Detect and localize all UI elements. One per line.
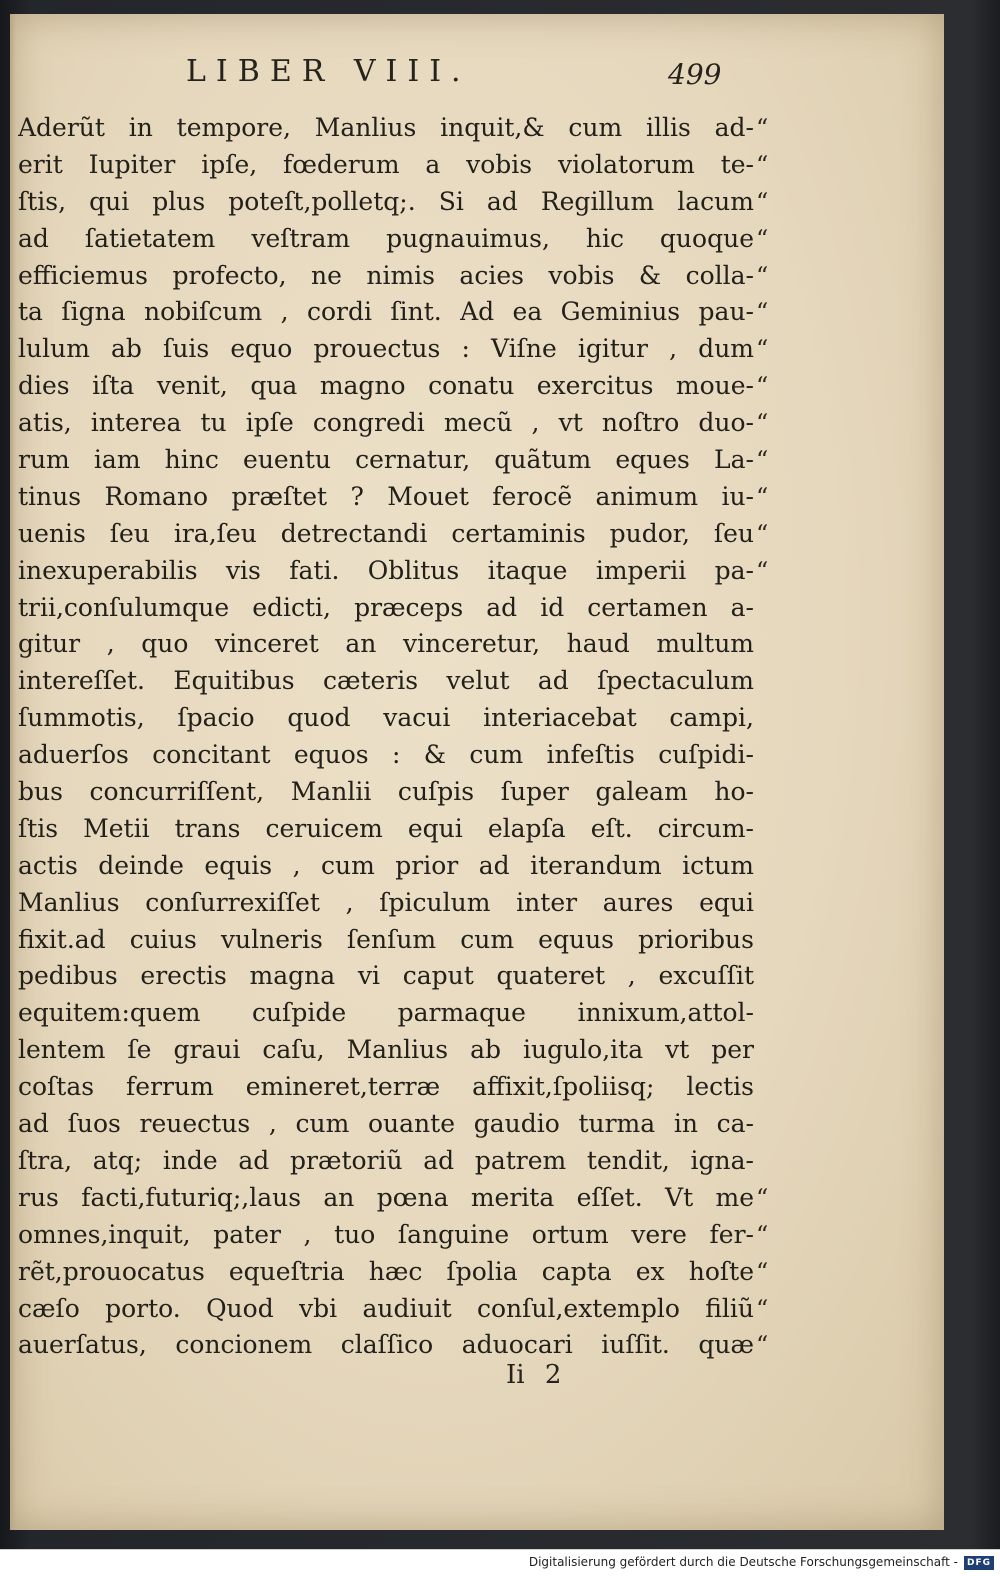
text-line: Manlius conſurrexiſſet , ſpiculum inter aures equi bbox=[18, 887, 754, 917]
text-line: rum iam hinc euentu cernatur, quãtum eques La- bbox=[18, 445, 754, 475]
quote-mark: “ bbox=[756, 482, 769, 511]
quote-mark bbox=[756, 958, 796, 995]
quote-mark bbox=[756, 590, 796, 627]
text-line: rẽt,prouocatus equeſtria hæc ſpolia capta ex hoſte bbox=[18, 1256, 754, 1286]
quote-mark: “ bbox=[756, 187, 769, 216]
quote-mark: “ bbox=[756, 372, 769, 401]
text-line: ſtis, qui plus poteſt,polletq;. Si ad Regillum lacum bbox=[18, 186, 754, 216]
text-line: bus concurriſſent, Manlii cuſpis ſuper galeam ho- bbox=[18, 777, 754, 807]
quote-mark: “ bbox=[756, 298, 769, 327]
running-head: LIBER VIII. bbox=[186, 54, 471, 89]
quote-mark bbox=[756, 1106, 796, 1143]
quote-mark: “ bbox=[756, 1220, 769, 1249]
book-page bbox=[10, 14, 944, 1530]
text-line: fixit.ad cuius vulneris ſenſum cum equus prioribus bbox=[18, 924, 754, 954]
text-line: omnes,inquit, pater , tuo ſanguine ortum vere fer- bbox=[18, 1219, 754, 1249]
quote-mark: “ bbox=[756, 1183, 769, 1212]
margin-quotation-marks bbox=[756, 110, 796, 1364]
text-line: inexuperabilis vis fati. Oblitus itaque imperii pa- bbox=[18, 555, 754, 585]
quote-mark: “ bbox=[756, 519, 769, 548]
body-text bbox=[18, 110, 754, 1364]
text-line: efficiemus profecto, ne nimis acies vobis & colla- bbox=[18, 260, 754, 290]
quote-mark: “ bbox=[756, 556, 769, 585]
funding-credit: Digitalisierung gefördert durch die Deutsche Forschungsgemeinschaft - bbox=[528, 1555, 958, 1569]
quote-mark: “ bbox=[756, 1294, 769, 1323]
quote-mark: “ bbox=[756, 1331, 769, 1360]
page-edge-shadow bbox=[10, 14, 16, 1530]
text-line: pedibus erectis magna vi caput quateret , excuſſit bbox=[18, 961, 754, 991]
text-line: intereſſet. Equitibus cæteris velut ad ſpectaculum bbox=[18, 666, 754, 696]
quote-mark: “ bbox=[756, 261, 769, 290]
signature-mark: Ii 2 bbox=[506, 1360, 562, 1390]
quote-mark bbox=[756, 885, 796, 922]
text-line: Aderũt in tempore, Manlius inquit,& cum illis ad- bbox=[18, 113, 754, 142]
quote-mark bbox=[756, 700, 796, 737]
quote-mark: “ bbox=[756, 1257, 769, 1286]
quote-mark bbox=[756, 1143, 796, 1180]
text-line: cæſo porto. Quod vbi audiuit conſul,extemplo filiũ bbox=[18, 1293, 754, 1323]
quote-mark bbox=[756, 737, 796, 774]
quote-mark: “ bbox=[756, 335, 769, 364]
text-line: auerſatus, concionem claſſico aduocari iuſſit. quæ bbox=[18, 1330, 754, 1360]
text-line: erit Iupiter ipſe, fœderum a vobis violatorum te- bbox=[18, 149, 754, 179]
quote-mark: “ bbox=[756, 409, 769, 438]
digitization-footer bbox=[0, 1549, 1000, 1576]
quote-mark bbox=[756, 774, 796, 811]
quote-mark bbox=[756, 848, 796, 885]
quote-mark: “ bbox=[756, 114, 769, 142]
text-line: uenis ſeu ira,ſeu detrectandi certaminis pudor, ſeu bbox=[18, 518, 754, 548]
text-line: dies iſta venit, qua magno conatu exercitus moue- bbox=[18, 371, 754, 401]
text-line: lentem ſe graui caſu, Manlius ab iugulo,ita vt per bbox=[18, 1035, 754, 1065]
text-line: actis deinde equis , cum prior ad iterandum ictum bbox=[18, 850, 754, 880]
text-line: equitem:quem cuſpide parmaque innixum,attol- bbox=[18, 998, 754, 1028]
text-line: coſtas ferrum emineret,terræ affixit,ſpoliisq; lectis bbox=[18, 1072, 754, 1102]
text-line: ad ſuos reuectus , cum ouante gaudio turma in ca- bbox=[18, 1109, 754, 1139]
text-line: ſtra, atq; inde ad prætoriũ ad patrem tendit, igna- bbox=[18, 1145, 754, 1175]
quote-mark bbox=[756, 626, 796, 663]
quote-mark bbox=[756, 811, 796, 848]
text-line: lulum ab ſuis equo prouectus : Viſne igitur , dum bbox=[18, 334, 754, 364]
page-number: 499 bbox=[668, 58, 722, 91]
text-line: gitur , quo vinceret an vinceretur, haud multum bbox=[18, 629, 754, 659]
quote-mark bbox=[756, 663, 796, 700]
text-line: ſtis Metii trans ceruicem equi elapſa eſt. circum- bbox=[18, 813, 754, 843]
text-line: ſummotis, ſpacio quod vacui interiacebat campi, bbox=[18, 703, 754, 733]
quote-mark: “ bbox=[756, 150, 769, 179]
text-line: ta ſigna nobiſcum , cordi ſint. Ad ea Geminius pau- bbox=[18, 297, 754, 327]
text-line: atis, interea tu ipſe congredi mecũ , vt noſtro duo- bbox=[18, 408, 754, 438]
quote-mark: “ bbox=[756, 224, 769, 253]
quote-mark bbox=[756, 1032, 796, 1069]
text-line: aduerſos concitant equos : & cum infeſtis cuſpidi- bbox=[18, 740, 754, 770]
text-line: rus facti,futuriq;,laus an pœna merita eſſet. Vt me bbox=[18, 1182, 754, 1212]
quote-mark bbox=[756, 1069, 796, 1106]
text-line: trii,conſulumque edicti, præceps ad id certamen a- bbox=[18, 592, 754, 622]
quote-mark bbox=[756, 922, 796, 959]
quote-mark bbox=[756, 995, 796, 1032]
dfg-logo: DFG bbox=[964, 1556, 994, 1570]
text-line: ad ſatietatem veſtram pugnauimus, hic quoque bbox=[18, 223, 754, 253]
text-line: tinus Romano præſtet ? Mouet ferocẽ animum iu- bbox=[18, 481, 754, 511]
quote-mark: “ bbox=[756, 446, 769, 475]
